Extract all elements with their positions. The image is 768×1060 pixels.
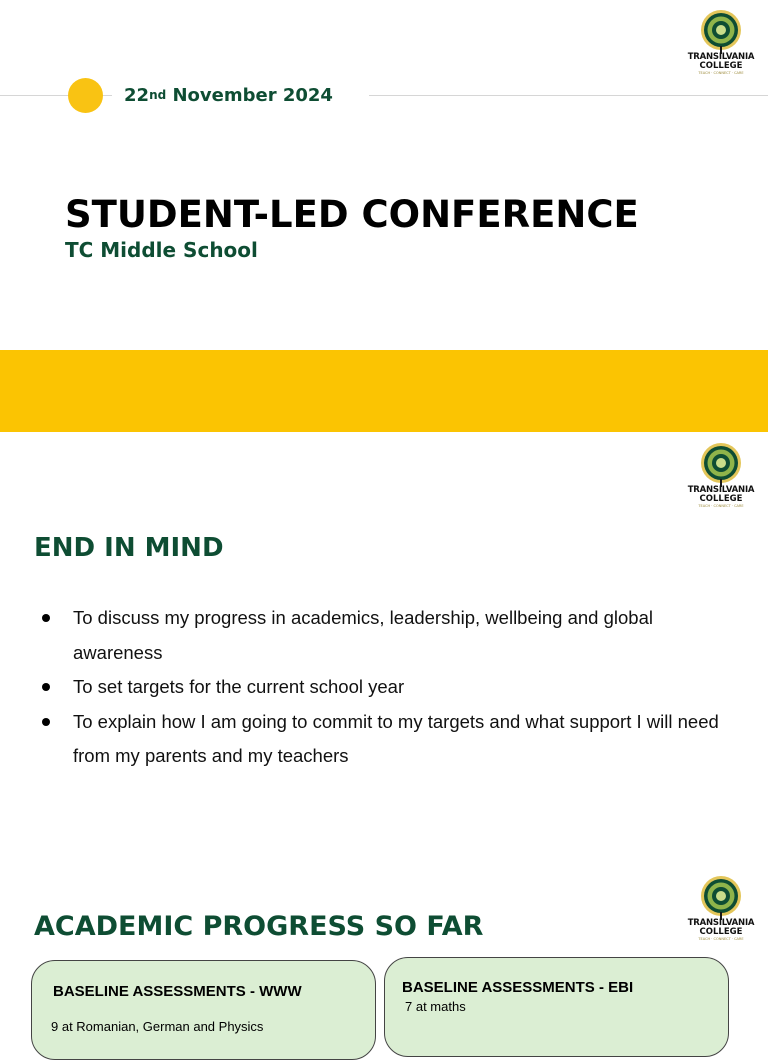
ebi-card-text: 7 at maths	[405, 999, 466, 1014]
list-item: To explain how I am going to commit to my targets and what support I will need from my parents and my teachers	[42, 705, 722, 774]
bullet-dot-icon	[42, 683, 50, 691]
school-logo	[681, 874, 761, 948]
end-in-mind-list	[42, 601, 722, 774]
list-item: To set targets for the current school year	[42, 670, 722, 705]
bullet-dot-icon	[42, 718, 50, 726]
ebi-card-heading: BASELINE ASSESSMENTS - EBI	[402, 979, 634, 996]
logo-tagline: TEACH · CONNECT · CARE	[698, 71, 744, 75]
www-card	[31, 960, 376, 1060]
logo-line1: TRANSILVANIA	[687, 918, 755, 928]
logo-tagline: TEACH · CONNECT · CARE	[698, 504, 744, 508]
slide-subtitle: TC Middle School	[65, 238, 258, 262]
academic-progress-title: ACADEMIC PROGRESS SO FAR	[34, 911, 484, 942]
logo-tagline: TEACH · CONNECT · CARE	[698, 937, 744, 941]
ebi-card	[384, 957, 729, 1057]
date-dot	[68, 78, 103, 113]
school-logo	[681, 441, 761, 515]
yellow-band	[0, 350, 768, 432]
end-in-mind-title: END IN MIND	[34, 533, 224, 563]
school-logo	[681, 8, 761, 82]
logo-line2: COLLEGE	[699, 61, 743, 71]
list-item: To discuss my progress in academics, leadership, wellbeing and global awareness	[42, 601, 722, 670]
logo-line1: TRANSILVANIA	[687, 52, 755, 62]
logo-line2: COLLEGE	[699, 927, 743, 937]
date-label: 22nd November 2024	[124, 85, 333, 106]
www-card-text: 9 at Romanian, German and Physics	[51, 1019, 264, 1034]
logo-line1: TRANSILVANIA	[687, 485, 755, 495]
title-slide	[0, 0, 768, 350]
bullet-dot-icon	[42, 614, 50, 622]
slide-title: STUDENT-LED CONFERENCE	[65, 193, 639, 236]
www-card-heading: BASELINE ASSESSMENTS - WWW	[53, 983, 302, 1000]
logo-line2: COLLEGE	[699, 494, 743, 504]
